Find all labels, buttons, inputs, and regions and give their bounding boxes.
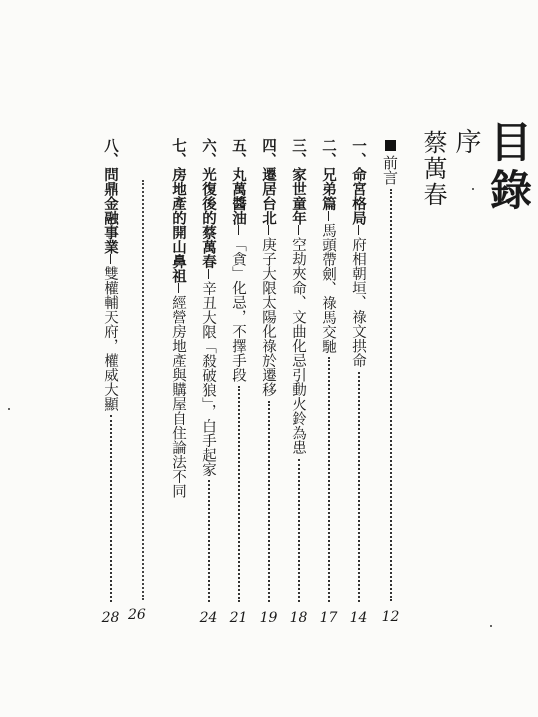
author-name: 蔡萬春 — [419, 130, 447, 208]
leader-dots — [142, 180, 144, 600]
dash-divider — [238, 225, 239, 235]
page-number: 28 — [101, 610, 120, 626]
entry-number: 八、 — [102, 138, 119, 167]
entry-subtitle: 辛丑大限「殺破狼」，白手起家 — [200, 280, 216, 477]
page-number: 14 — [349, 610, 368, 626]
entry-number: 五、 — [230, 138, 247, 167]
leader-dots — [298, 459, 300, 603]
dash-divider — [328, 211, 329, 221]
dash-divider — [298, 225, 299, 235]
scan-speck — [490, 625, 492, 627]
entry-subtitle: 馬頭帶劍、祿馬交馳 — [320, 222, 336, 353]
entry-subtitle: 雙權輔天府，權威大顯 — [102, 266, 118, 411]
entry-subtitle: 庚子大限太陽化祿於遷移 — [260, 237, 276, 397]
toc-entry-1[interactable] — [348, 138, 369, 626]
toc-entry-5[interactable] — [228, 138, 249, 626]
toc-entry-2[interactable] — [318, 138, 339, 626]
dash-divider — [110, 254, 111, 264]
entry-number: 三、 — [290, 138, 307, 167]
entry-title: 問鼎金融事業 — [102, 167, 119, 254]
leader-dots — [238, 386, 240, 602]
toc-entry-7[interactable] — [168, 138, 189, 626]
toc-entry-4[interactable] — [258, 138, 279, 626]
entry-title: 光復後的蔡萬春 — [200, 167, 217, 269]
entry-title: 房地產的開山鼻祖 — [170, 167, 187, 283]
page-number: 17 — [319, 610, 338, 626]
foreword-label: 前言 — [381, 155, 399, 185]
page-number: 26 — [128, 607, 146, 623]
entry-subtitle: 「貪」化忌，不擇手段 — [230, 237, 246, 382]
entry-title: 遷居台北 — [260, 167, 277, 225]
entry-number: 四、 — [260, 138, 277, 167]
page-title: 目錄 — [484, 120, 533, 216]
entry-subtitle: 經營房地產與購屋自住論法不同 — [170, 295, 186, 498]
entry-number: 一、 — [350, 138, 367, 167]
entry-title: 丸萬醬油 — [230, 167, 247, 225]
entry-title: 兄弟篇 — [320, 167, 337, 211]
leader-dots — [390, 189, 392, 601]
foreword-entry[interactable] — [380, 140, 401, 625]
page-number: 21 — [229, 610, 248, 626]
entry-subtitle: 府相朝垣、祿文拱命 — [350, 237, 366, 368]
entry-title: 命宮格局 — [350, 167, 367, 225]
leader-dots — [110, 415, 112, 602]
preface-heading: 序 — [451, 128, 481, 154]
leader-dots — [268, 401, 270, 603]
entry-number: 七、 — [170, 138, 187, 167]
scan-speck — [8, 408, 10, 410]
toc-entry-3[interactable] — [288, 138, 309, 626]
dash-divider — [178, 283, 179, 293]
entry-number: 六、 — [200, 138, 217, 167]
entry-number: 二、 — [320, 138, 337, 167]
leader-dots — [328, 357, 330, 602]
dash-divider — [208, 269, 209, 279]
entry-subtitle: 空劫夾命、文曲化忌引動火鈴為患 — [290, 237, 306, 455]
dash-divider — [358, 225, 359, 235]
toc-entry-6[interactable] — [198, 138, 219, 626]
toc-entry-8[interactable] — [100, 138, 121, 626]
dash-divider — [268, 225, 269, 235]
page-number: 18 — [289, 610, 308, 626]
entry-title: 家世童年 — [290, 167, 307, 225]
scan-speck — [472, 188, 474, 190]
page-number: 24 — [199, 610, 218, 626]
square-bullet-icon — [385, 140, 396, 151]
leader-dots — [358, 372, 360, 603]
page-number: 19 — [259, 610, 278, 626]
page-number: 12 — [381, 609, 400, 625]
leader-dots — [208, 480, 210, 602]
